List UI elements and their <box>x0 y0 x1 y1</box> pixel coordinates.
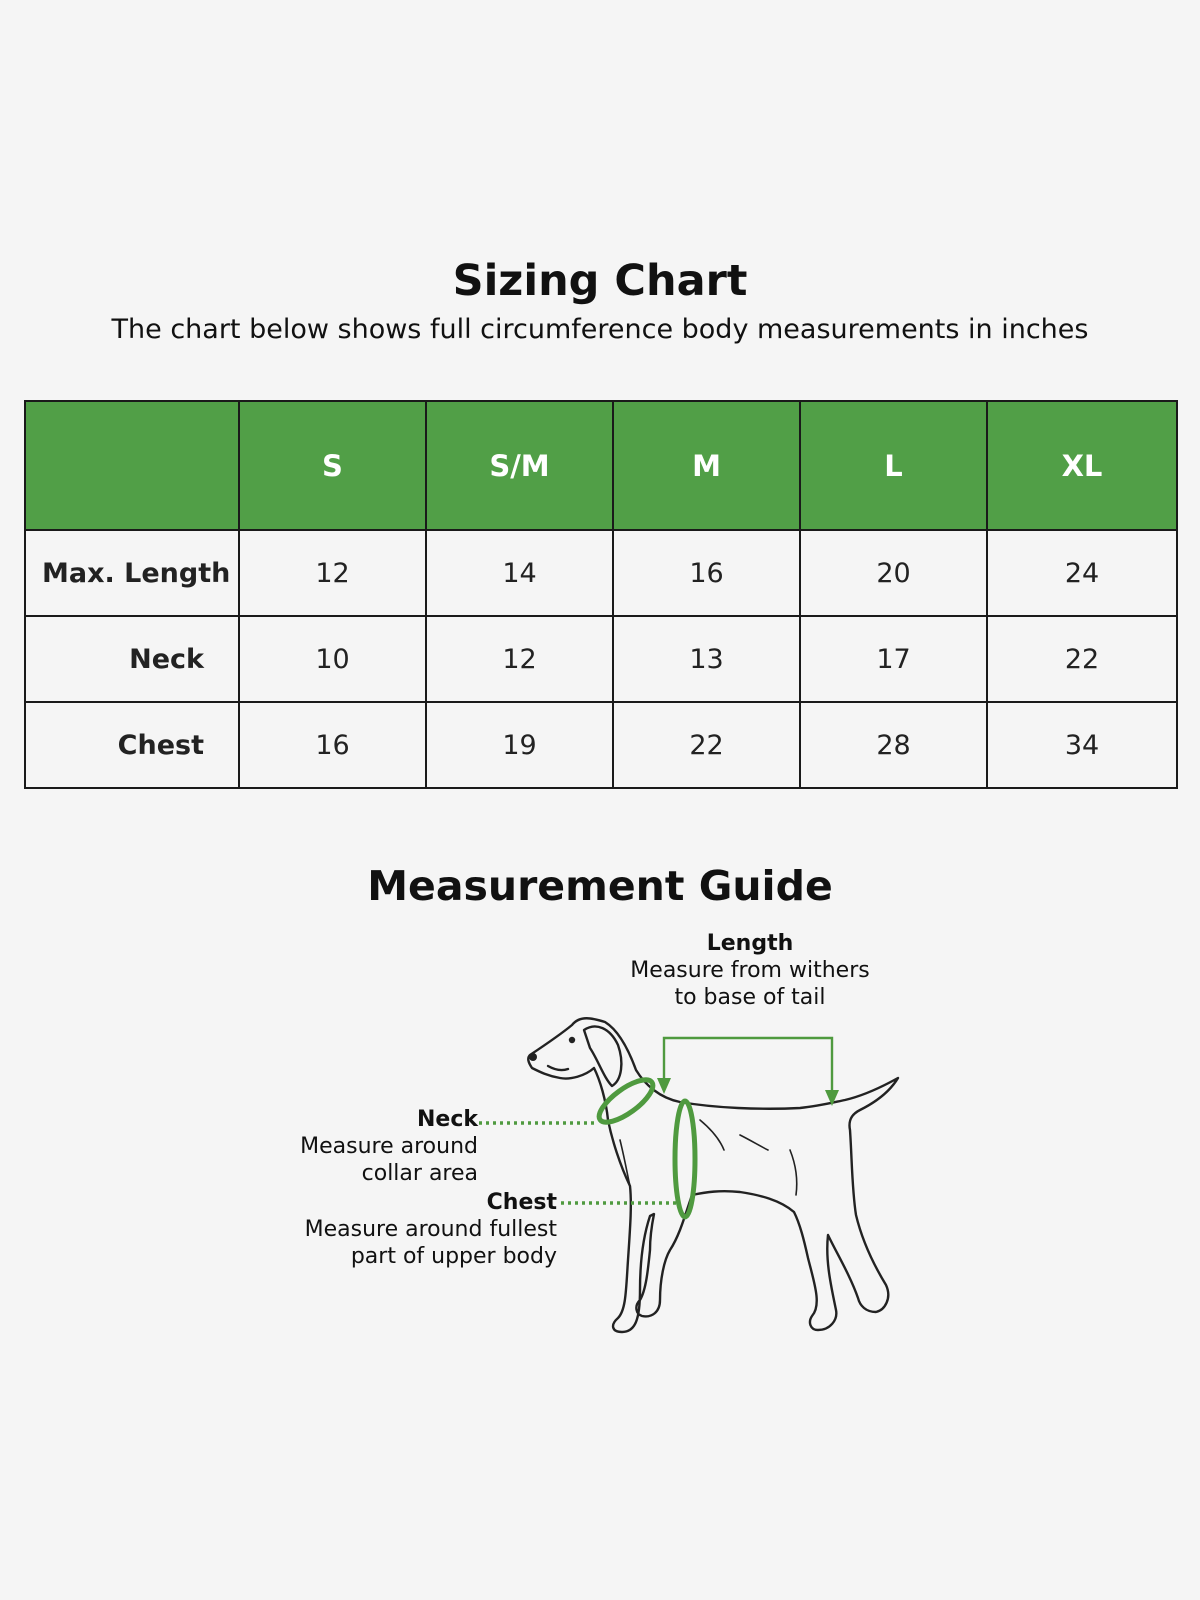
neck-note-line1: Measure around <box>300 1134 478 1159</box>
table-cell: 13 <box>613 616 800 702</box>
row-label: Chest <box>25 702 239 788</box>
dog-outline-icon <box>528 1018 898 1332</box>
table-cell: 16 <box>613 530 800 616</box>
table-cell: 22 <box>987 616 1177 702</box>
page-title: Sizing Chart <box>452 256 748 306</box>
table-cell: 17 <box>800 616 987 702</box>
length-note-line2: to base of tail <box>674 985 826 1010</box>
neck-note-line2: collar area <box>361 1161 478 1186</box>
length-arrow-icon <box>657 1038 839 1106</box>
table-cell: 34 <box>987 702 1177 788</box>
table-cell: 12 <box>239 530 426 616</box>
table-header-size-xl: XL <box>987 401 1177 530</box>
table-header-size-l: L <box>800 401 987 530</box>
neck-note-title: Neck <box>416 1107 478 1132</box>
table-header-size-sm: S/M <box>426 401 613 530</box>
table-cell: 22 <box>613 702 800 788</box>
length-note-title: Length <box>706 931 794 956</box>
table-cell: 16 <box>239 702 426 788</box>
table-header-size-m: M <box>613 401 800 530</box>
page-subtitle: The chart below shows full circumference body measurements in inches <box>111 314 1089 345</box>
table-cell: 12 <box>426 616 613 702</box>
row-label: Neck <box>25 616 239 702</box>
table-cell: 28 <box>800 702 987 788</box>
table-cell: 20 <box>800 530 987 616</box>
table-cell: 14 <box>426 530 613 616</box>
chest-note-line2: part of upper body <box>350 1244 557 1269</box>
length-note-line1: Measure from withers <box>630 958 870 983</box>
table-cell: 10 <box>239 616 426 702</box>
table-cell: 24 <box>987 530 1177 616</box>
chest-note-line1: Measure around fullest <box>304 1217 557 1242</box>
row-label: Max. Length <box>25 530 239 616</box>
guide-title: Measurement Guide <box>367 862 833 910</box>
chest-note-title: Chest <box>486 1190 557 1215</box>
table-header-size-s: S <box>239 401 426 530</box>
table-cell: 19 <box>426 702 613 788</box>
